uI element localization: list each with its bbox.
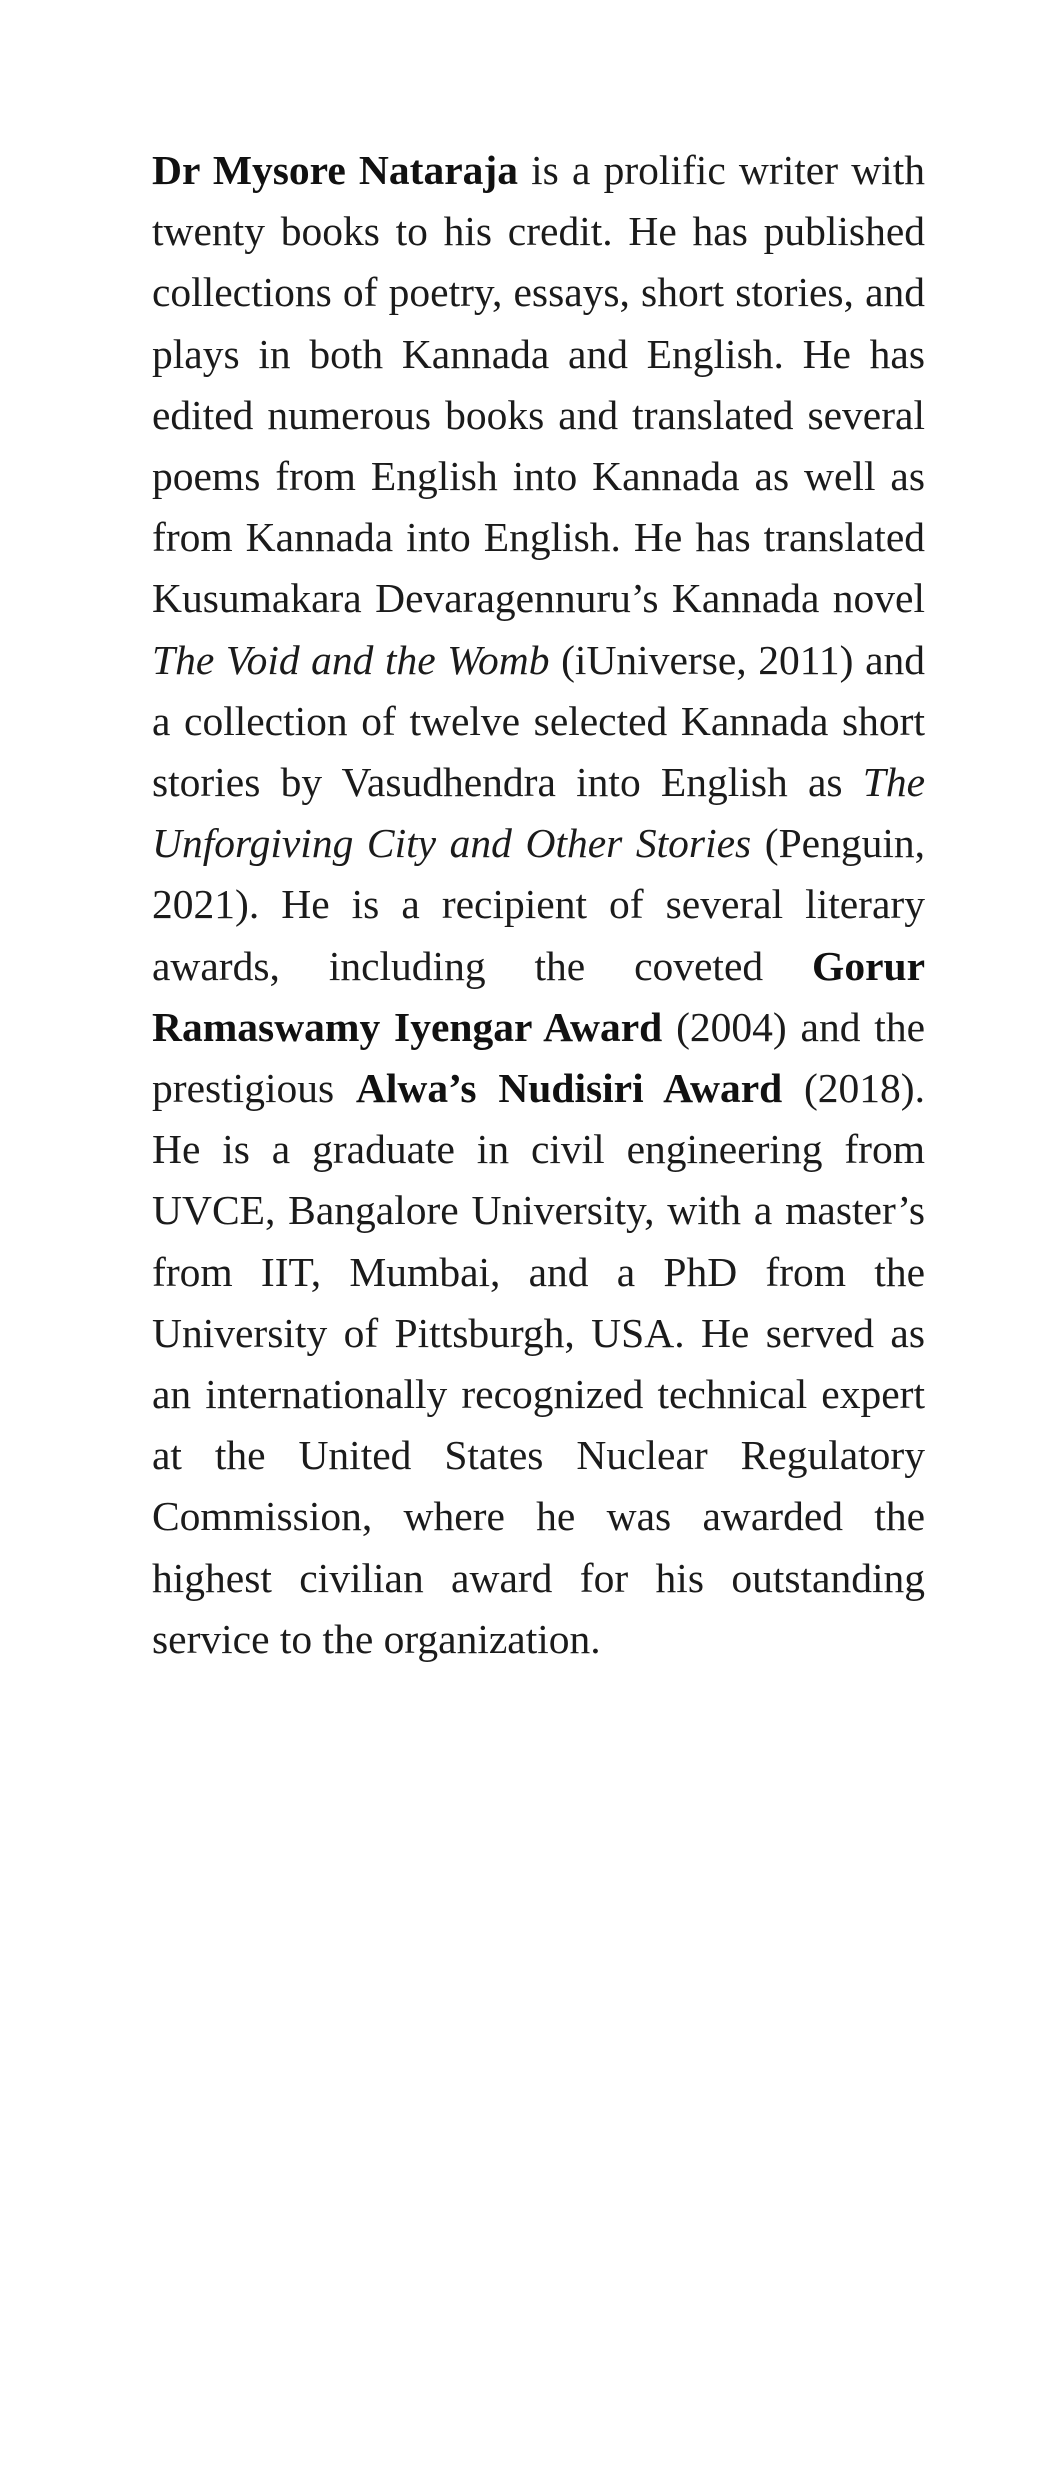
novel-title: The Void and the Womb xyxy=(152,636,550,683)
award-alwas-name: Alwa’s Nudisiri Award xyxy=(355,1065,783,1112)
award-gorur-name: Gorur Ramaswamy Iyengar Award xyxy=(152,942,925,1050)
bio-text-award-year: (2004) and the prestigious xyxy=(152,1003,925,1112)
author-bio-paragraph xyxy=(152,140,925,1670)
story-collection-title: The Unforgiving City and Other Stories xyxy=(152,759,925,867)
bio-text-intro: is a prolific writer with twenty books to his credit. He has published collections of poetry, essays, short stories, and plays in both Kannada and English. He has edited numerous books and translated several poems from English into Kannada as well as from Kannada into English. He has translated Kusumakara Devaragennuru’s Kannada novel xyxy=(152,147,925,622)
bio-text-closing: (2018). He is a graduate in civil engineering from UVCE, Bangalore University, with a master’s from IIT, Mumbai, and a PhD from the University of Pittsburgh, USA. He served as an internationally recognized technical expert at the United States Nuclear Regulatory Commission, where he was awarded the highest civilian award for his outstanding service to the organization. xyxy=(152,1065,926,1662)
author-name: Dr Mysore Nataraja xyxy=(152,147,518,193)
bio-text-novel-publisher: (iUniverse, 2011) and a collection of twelve selected Kannada short stories by Vasudhendra into English as xyxy=(152,636,925,806)
bio-text-collection-publisher: (Penguin, 2021). He is a recipient of several literary awards, including the coveted xyxy=(152,820,925,989)
